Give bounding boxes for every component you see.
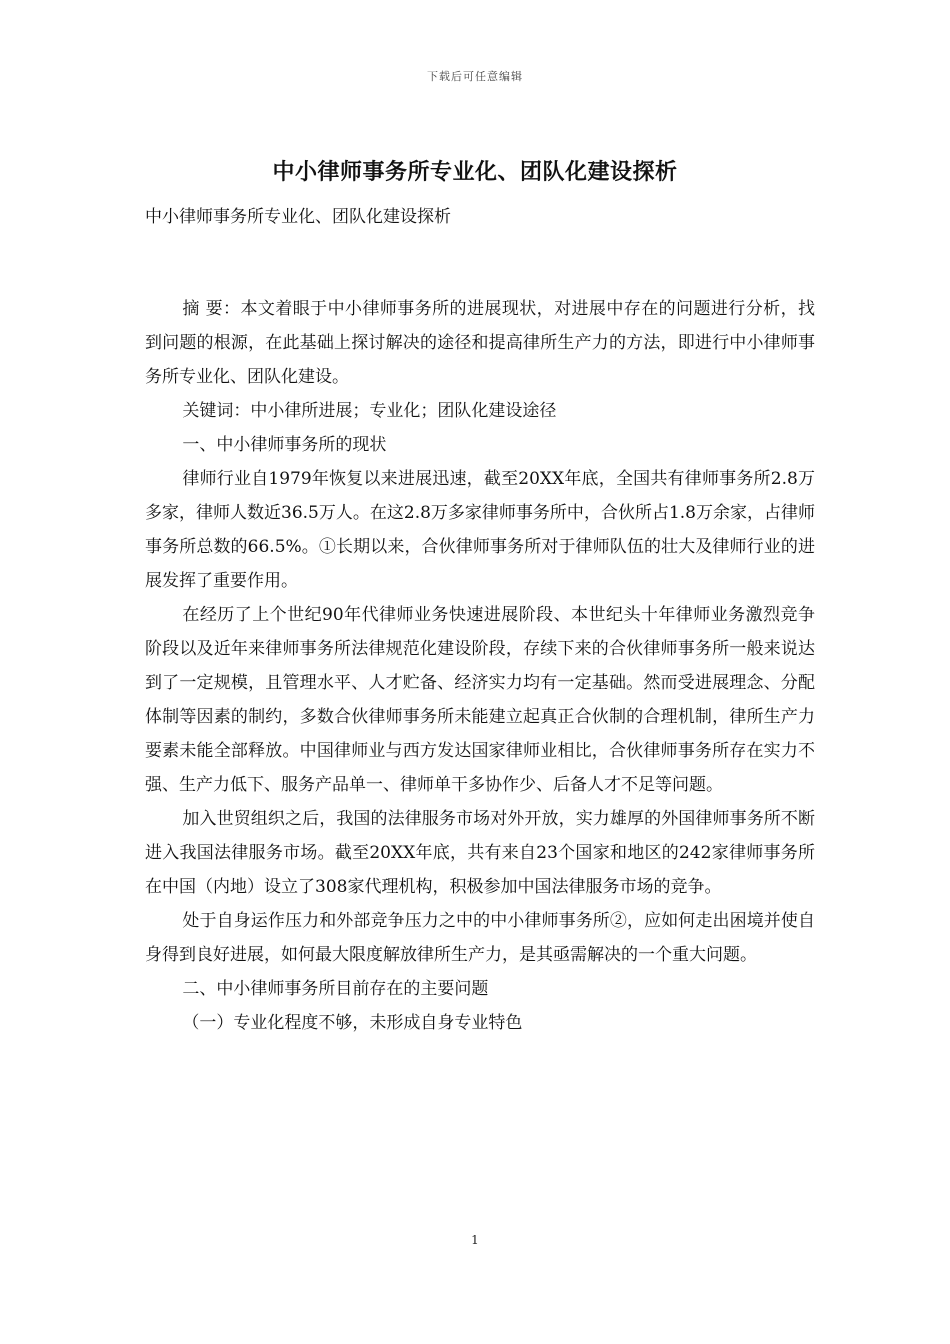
subsection-heading: （一）专业化程度不够，未形成自身专业特色 — [182, 1013, 523, 1033]
document-title: 中小律师事务所专业化、团队化建设探析 — [272, 159, 678, 185]
body-paragraph: 加入世贸组织之后，我国的法律服务市场对外开放，实力雄厚的外国律师事务所不断进入我国法律服务市场。截至20XX年底，共有来自23个国家和地区的242家律师事务所在中国（内地）设立了308家代理机构，积极参加中国法律服务市场的竞争。 — [145, 809, 815, 897]
keywords-paragraph: 关键词：中小律所进展；专业化；团队化建设途径 — [182, 401, 557, 421]
document-body — [145, 200, 815, 1040]
header-note: 下载后可任意编辑 — [427, 70, 523, 83]
section-heading-1: 一、中小律师事务所的现状 — [182, 435, 387, 455]
body-paragraph: 律师行业自1979年恢复以来进展迅速，截至20XX年底，全国共有律师事务所2.8万多家，律师人数近36.5万人。在这2.8万多家律师事务所中，合伙所占1.8万余家，占律师事务所总数的66.5%。①长期以来，合伙律师事务所对于律师队伍的壮大及律师行业的进展发挥了重要作用。 — [145, 469, 815, 591]
body-paragraph: 在经历了上个世纪90年代律师业务快速进展阶段、本世纪头十年律师业务激烈竞争阶段以及近年来律师事务所法律规范化建设阶段，存续下来的合伙律师事务所一般来说达到了一定规模，且管理水平、人才贮备、经济实力均有一定基础。然而受进展理念、分配体制等因素的制约，多数合伙律师事务所未能建立起真正合伙制的合理机制，律所生产力要素未能全部释放。中国律师业与西方发达国家律师业相比，合伙律师事务所存在实力不强、生产力低下、服务产品单一、律师单干多协作少、后备人才不足等问题。 — [145, 605, 815, 795]
page-number: 1 — [471, 1233, 479, 1247]
document-subtitle: 中小律师事务所专业化、团队化建设探析 — [145, 207, 451, 227]
section-heading-2: 二、中小律师事务所目前存在的主要问题 — [182, 979, 489, 999]
body-paragraph: 处于自身运作压力和外部竞争压力之中的中小律师事务所②，应如何走出困境并使自身得到良好进展，如何最大限度解放律所生产力，是其亟需解决的一个重大问题。 — [145, 911, 815, 965]
abstract-paragraph: 摘 要：本文着眼于中小律师事务所的进展现状，对进展中存在的问题进行分析，找到问题的根源，在此基础上探讨解决的途径和提高律所生产力的方法，即进行中小律师事务所专业化、团队化建设。 — [145, 299, 815, 387]
